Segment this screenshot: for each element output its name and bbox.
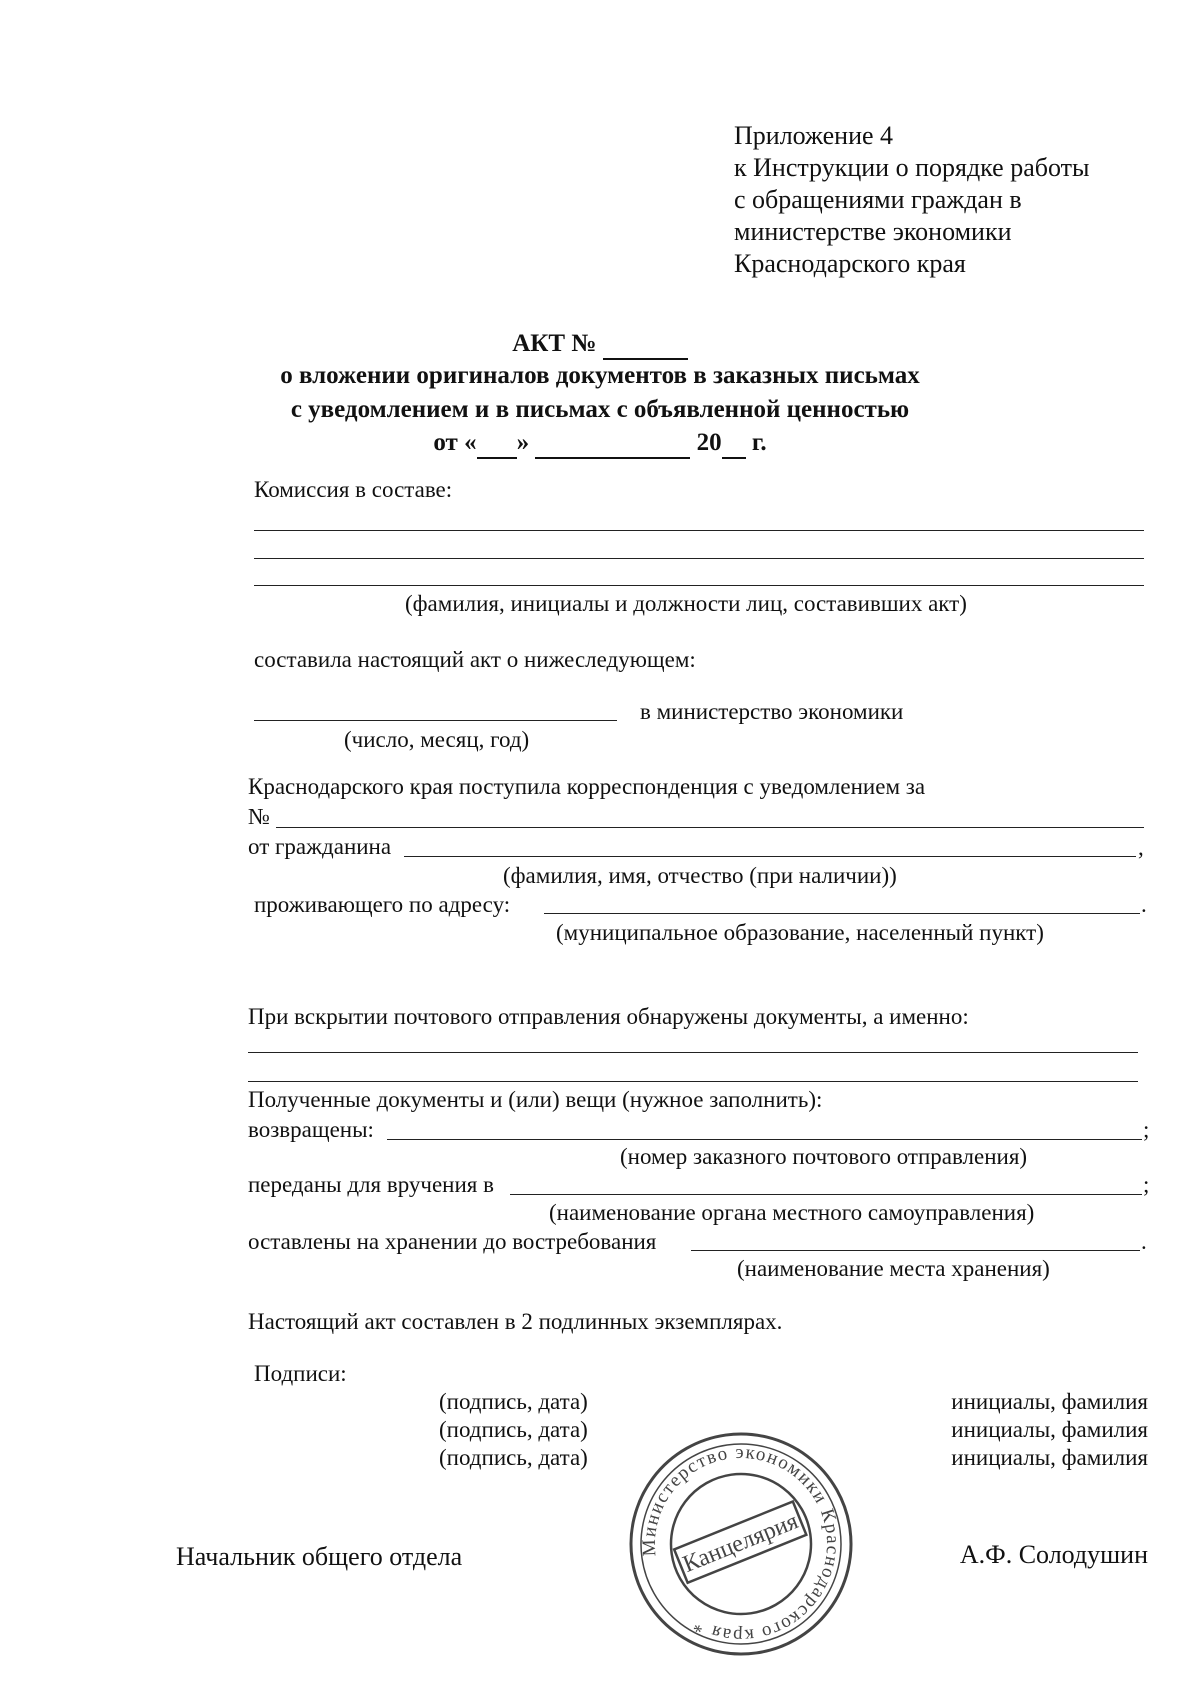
commission-label: Комиссия в составе: — [254, 477, 453, 502]
citizen-label: от гражданина — [248, 834, 392, 859]
signature-name-placeholder: инициалы, фамилия — [951, 1417, 1148, 1442]
seal-center-text: Канцелярия — [679, 1508, 802, 1578]
received-label: Полученные документы и (или) вещи (нужное заполнить): — [248, 1087, 823, 1112]
stored-period: . — [1141, 1229, 1147, 1254]
commission-line — [254, 585, 1144, 586]
returned-label: возвращены: — [248, 1117, 374, 1142]
appendix-block — [734, 120, 1089, 280]
stored-line — [691, 1250, 1140, 1251]
date-received-hint: (число, месяц, год) — [344, 727, 530, 752]
correspondence-text: Краснодарского края поступила корреспонденция с уведомлением за — [248, 774, 926, 799]
number-label: № — [248, 804, 270, 829]
stored-label: оставлены на хранении до востребования — [248, 1229, 657, 1254]
signature-name-placeholder: инициалы, фамилия — [951, 1389, 1148, 1414]
commission-line — [254, 530, 1144, 531]
copies-statement: Настоящий акт составлен в 2 подлинных экземплярах. — [248, 1309, 783, 1334]
returned-hint: (номер заказного почтового отправления) — [620, 1144, 1028, 1169]
appendix-line: Приложение 4 — [734, 121, 894, 150]
seal-ring-text: Министерство экономики Краснодарского края * — [638, 1441, 844, 1647]
day-blank — [477, 429, 517, 459]
act-title-label: АКТ № — [512, 330, 597, 357]
year-prefix: 20 — [696, 429, 722, 456]
number-line — [276, 827, 1144, 828]
appendix-line: министерстве экономики — [734, 217, 1012, 246]
commission-hint: (фамилия, инициалы и должности лиц, составивших акт) — [405, 591, 967, 616]
address-label: проживающего по адресу: — [254, 892, 511, 917]
transferred-hint: (наименование органа местного самоуправления) — [549, 1200, 1035, 1225]
returned-line — [387, 1139, 1142, 1140]
signature-date-placeholder: (подпись, дата) — [439, 1389, 588, 1414]
act-subtitle-line: с уведомлением и в письмах с объявленной ценностью — [290, 396, 910, 423]
address-period: . — [1141, 892, 1147, 917]
documents-line — [248, 1052, 1138, 1053]
stored-hint: (наименование места хранения) — [737, 1256, 1050, 1281]
act-date — [0, 429, 1200, 459]
compiled-statement: составила настоящий акт о нижеследующем: — [254, 647, 696, 672]
date-close-quote: » — [516, 429, 530, 456]
citizen-hint: (фамилия, имя, отчество (при наличии)) — [503, 863, 897, 888]
transferred-line — [510, 1194, 1142, 1195]
act-title — [0, 330, 1200, 360]
appendix-line: с обращениями граждан в — [734, 185, 1022, 214]
month-blank — [535, 429, 690, 459]
appendix-line: Краснодарского края — [734, 249, 966, 278]
office-seal-stamp — [625, 1428, 857, 1660]
address-line — [544, 913, 1140, 914]
act-number-blank — [603, 330, 688, 360]
act-subtitle-line: о вложении оригиналов документов в заказных письмах — [280, 362, 920, 389]
ministry-text: в министерство экономики — [640, 699, 904, 724]
signature-name-placeholder: инициалы, фамилия — [951, 1445, 1148, 1470]
head-name: А.Ф. Солодушин — [959, 1540, 1148, 1569]
returned-semicolon: ; — [1143, 1117, 1150, 1142]
transferred-label: переданы для вручения в — [248, 1172, 494, 1197]
citizen-comma: , — [1138, 835, 1144, 860]
documents-line — [248, 1081, 1138, 1082]
citizen-line — [404, 856, 1136, 857]
opening-text: При вскрытии почтового отправления обнаружены документы, а именно: — [248, 1004, 969, 1029]
year-suffix: г. — [751, 429, 767, 456]
year-blank — [722, 429, 746, 459]
commission-line — [254, 558, 1144, 559]
signature-date-placeholder: (подпись, дата) — [439, 1445, 588, 1470]
signature-date-placeholder: (подпись, дата) — [439, 1417, 588, 1442]
date-from-label: от « — [433, 429, 477, 456]
address-hint: (муниципальное образование, населенный пункт) — [556, 920, 1044, 945]
appendix-line: к Инструкции о порядке работы — [734, 153, 1090, 182]
signatures-label: Подписи: — [254, 1361, 347, 1386]
date-received-line — [254, 720, 617, 721]
head-position: Начальник общего отдела — [176, 1542, 463, 1571]
transferred-semicolon: ; — [1143, 1172, 1150, 1197]
